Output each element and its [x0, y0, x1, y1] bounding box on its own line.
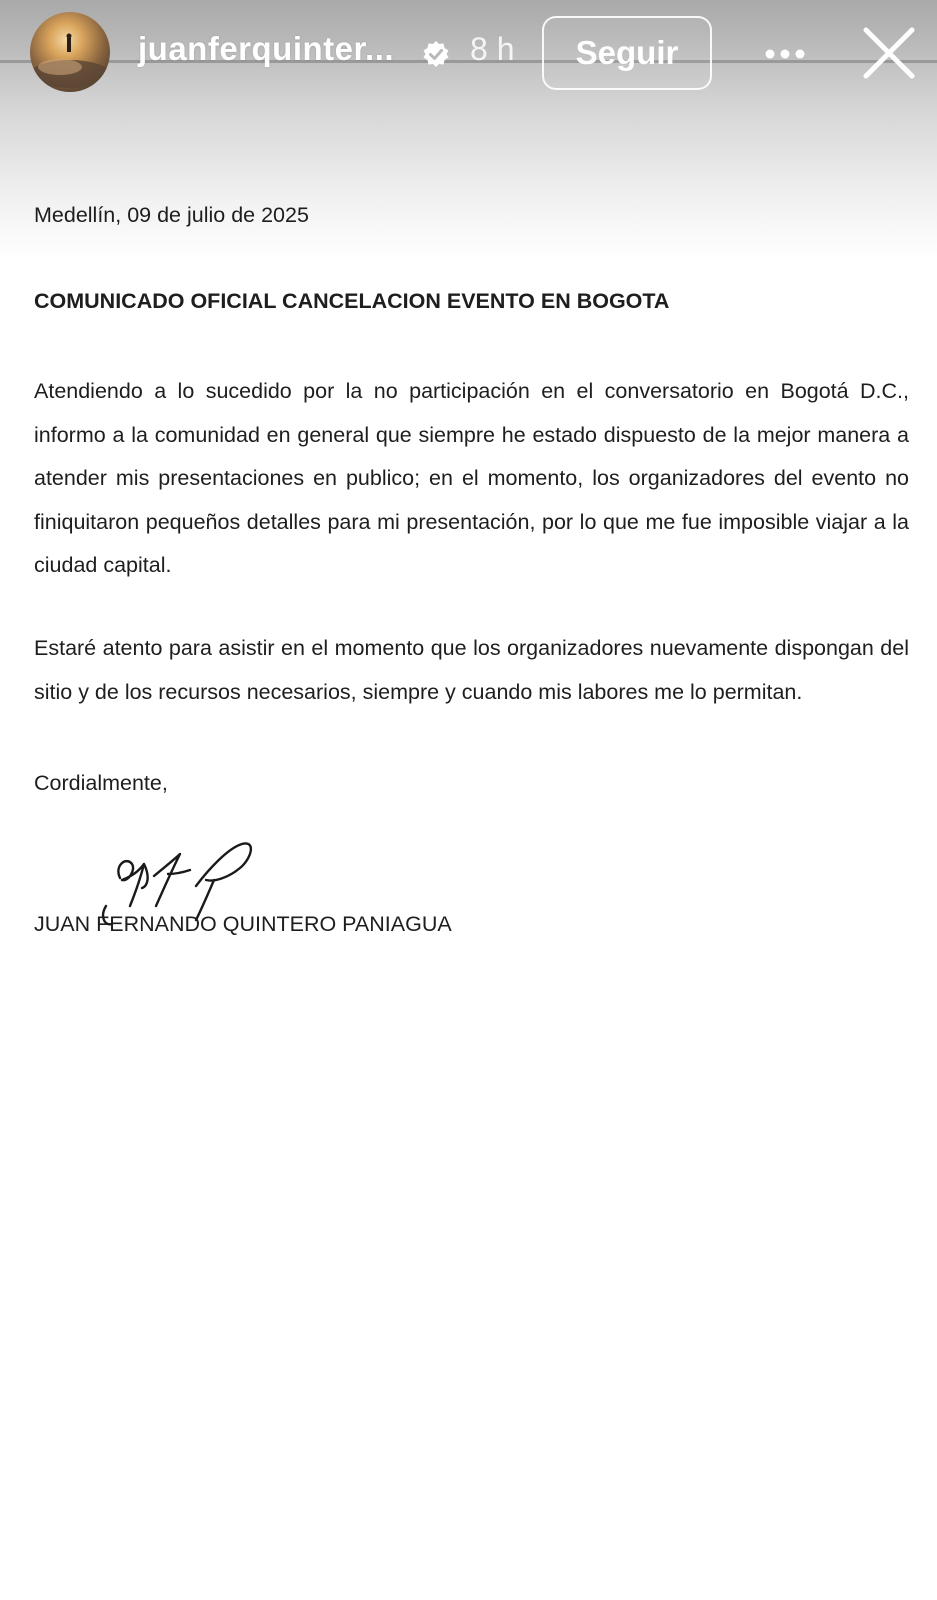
letter-closing: Cordialmente, — [34, 771, 168, 795]
letter-title: COMUNICADO OFICIAL CANCELACION EVENTO EN BOGOTA — [34, 289, 670, 313]
story-username[interactable]: juanferquinter... — [138, 30, 395, 67]
more-options-icon[interactable] — [760, 36, 810, 72]
close-icon[interactable] — [858, 22, 920, 84]
profile-avatar[interactable] — [30, 12, 110, 92]
follow-button[interactable]: Seguir — [542, 16, 712, 90]
letter-signer-name: JUAN FERNANDO QUINTERO PANIAGUA — [34, 912, 452, 936]
letter-paragraph-2: Estaré atento para asistir en el momento que los organizadores nuevamente dispongan del sitio y de los recursos necesarios, siempre y cuando mis labores me lo permitan. — [34, 636, 909, 704]
letter-paragraph-1: Atendiendo a lo sucedido por la no participación en el conversatorio en Bogotá D.C., informo a la comunidad en general que siempre he estado dispuesto de la mejor manera a atender mis presentaciones en publico; en el momento, los organizadores del evento no finiquitaron pequeños detalles para mi presentación, por lo que me fue imposible viajar a la ciudad capital. — [34, 379, 909, 577]
story-timestamp: 8 h — [470, 31, 515, 67]
letter-date: Medellín, 09 de julio de 2025 — [34, 203, 309, 227]
verified-badge-icon — [422, 40, 450, 68]
